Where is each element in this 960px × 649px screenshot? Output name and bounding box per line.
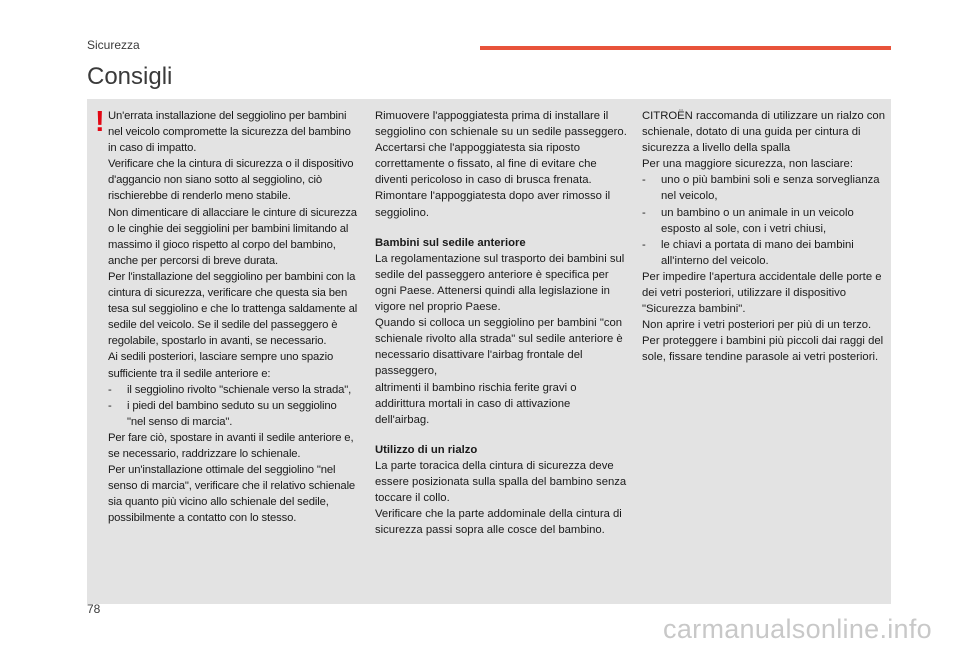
warning-paragraph: Per un'installazione ottimale del seggiolino "nel senso di marcia", verificare che il relativo schienale sia quanto più vicino allo schienale del sedile, possibilmente a contatto con lo stesso. [108, 464, 356, 525]
list-marker: - [108, 399, 112, 412]
headrest-paragraph: Accertarsi che l'appoggiatesta sia riposto correttamente o fissato, al fine di evitare che diventi pericoloso in caso di brusca frenata. [375, 142, 597, 187]
do-not-leave-list [642, 172, 892, 269]
warning-column [108, 108, 358, 526]
spacer [375, 428, 627, 442]
front-seat-paragraph: La regolamentazione sul trasporto dei bambini sul sedile del passeggero anteriore è specifica per ogni Paese. Attenersi quindi alla legislazione in vigore nel proprio Paese. [375, 252, 625, 314]
right-column [642, 108, 892, 366]
recommendation-paragraph: Per impedire l'apertura accidentale delle porte e dei vetri posteriori, utilizzare il dispositivo "Sicurezza bambini". [642, 270, 882, 316]
booster-heading: Utilizzo di un rialzo [375, 443, 478, 456]
list-item [642, 237, 892, 269]
booster-paragraph: Verificare che la parte addominale della cintura di sicurezza passi sopra alle cosce del bambino. [375, 508, 622, 537]
headrest-paragraph: Rimuovere l'appoggiatesta prima di installare il seggiolino con schienale su un sedile passeggero. [375, 110, 627, 139]
list-item [642, 205, 892, 237]
recommendation-paragraph: CITROËN raccomanda di utilizzare un rialzo con schienale, dotato di una guida per cintura di sicurezza a livello della spalla [642, 110, 885, 155]
headrest-paragraph: Rimontare l'appoggiatesta dopo aver rimosso il seggiolino. [375, 190, 611, 219]
warning-paragraph: Un'errata installazione del seggiolino per bambini nel veicolo compromette la sicurezza del bambino in caso di impatto. [108, 110, 351, 155]
list-item-text: le chiavi a portata di mano dei bambini all'interno del veicolo. [661, 238, 854, 267]
page-title: Consigli [87, 63, 173, 90]
warning-list [108, 382, 358, 430]
list-item-text: il seggiolino rivolto "schienale verso la strada", [127, 383, 352, 396]
list-item-text: un bambino o un animale in un veicolo esposto al sole, con i vetri chiusi, [661, 206, 854, 235]
warning-paragraph: Per fare ciò, spostare in avanti il sedile anteriore e, se necessario, raddrizzare lo schienale. [108, 431, 354, 460]
list-item [642, 172, 892, 204]
warning-paragraph: Non dimenticare di allacciare le cinture di sicurezza o le cinghie dei seggiolini per bambini limitando al massimo il gioco rispetto al corpo del bambino, anche per percorsi di breve durata. [108, 206, 357, 267]
list-item-text: i piedi del bambino seduto su un seggiolino "nel senso di marcia". [127, 399, 337, 428]
list-marker: - [642, 206, 646, 219]
section-label: Sicurezza [87, 38, 140, 52]
list-item-text: uno o più bambini soli e senza sorveglianza nel veicolo, [661, 174, 880, 203]
section-accent-bar [480, 46, 891, 50]
warning-paragraph: Verificare che la cintura di sicurezza o il dispositivo d'aggancio non siano sotto al seggiolino, ciò rischierebbe di renderlo meno stabile. [108, 158, 354, 203]
watermark-text: carmanualsonline.info [663, 614, 932, 644]
warning-paragraph: Per l'installazione del seggiolino per bambini con la cintura di sicurezza, verificare che questa sia ben tesa sul seggiolino e che lo trattenga saldamente al sedile del veicolo. Se il sedile del passeggero è regolabile, spostarlo in avanti, se necessario. [108, 270, 358, 348]
list-marker: - [108, 383, 112, 396]
warning-paragraph: Ai sedili posteriori, lasciare sempre uno spazio sufficiente tra il sedile anteriore e: [108, 351, 334, 380]
recommendation-paragraph: Per proteggere i bambini più piccoli dai raggi del sole, fissare tendine parasole ai vetri posteriori. [642, 335, 884, 364]
list-marker: - [642, 174, 646, 187]
list-item [108, 398, 358, 430]
recommendation-paragraph: Non aprire i vetri posteriori per più di un terzo. [642, 319, 872, 332]
front-seat-paragraph: altrimenti il bambino rischia ferite gravi o addirittura mortali in caso di attivazione dell'airbag. [375, 381, 577, 426]
front-seat-heading: Bambini sul sedile anteriore [375, 236, 526, 249]
booster-paragraph: La parte toracica della cintura di sicurezza deve essere posizionata sulla spalla del bambino senza toccare il collo. [375, 459, 627, 505]
recommendation-paragraph: Per una maggiore sicurezza, non lasciare: [642, 158, 853, 171]
front-seat-paragraph: Quando si colloca un seggiolino per bambini "con schienale rivolto alla strada" sul sedile anteriore è necessario disattivare l'airbag frontale del passeggero, [375, 317, 623, 378]
page-number: 78 [87, 602, 101, 616]
exclamation-icon: ! [95, 106, 105, 138]
list-marker: - [642, 238, 646, 251]
list-item [108, 382, 358, 398]
spacer [375, 221, 627, 235]
middle-column [375, 108, 627, 538]
